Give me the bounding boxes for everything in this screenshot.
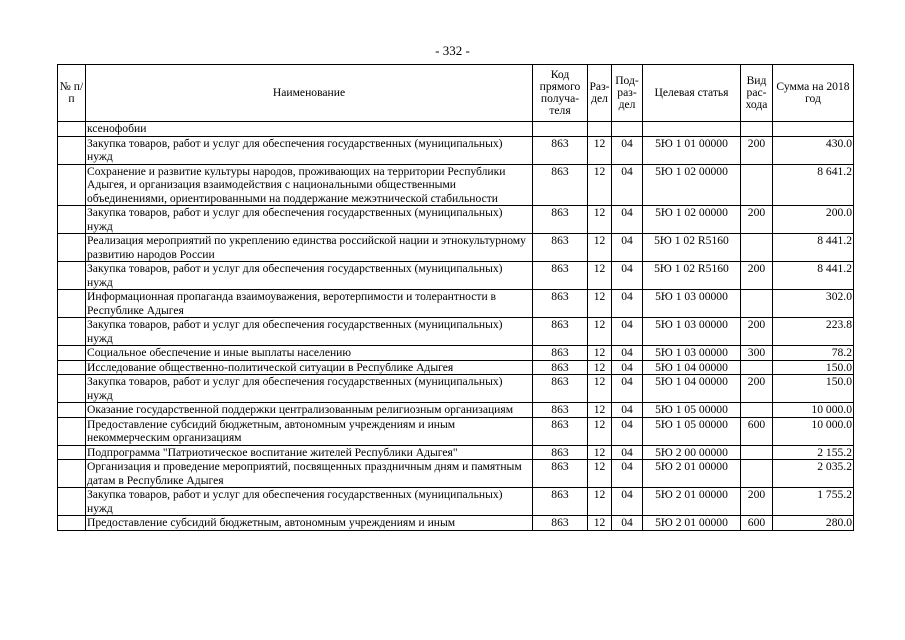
cell-code: 863 xyxy=(533,360,588,375)
cell-num xyxy=(58,488,86,516)
cell-target: 5Ю 1 02 R5160 xyxy=(643,234,741,262)
cell-sum: 302.0 xyxy=(773,290,854,318)
cell-expense-type xyxy=(741,403,773,418)
cell-sum: 78.2 xyxy=(773,346,854,361)
table-row xyxy=(58,488,854,516)
cell-target: 5Ю 1 04 00000 xyxy=(643,375,741,403)
cell-subsection: 04 xyxy=(612,516,643,531)
cell-target: 5Ю 1 02 R5160 xyxy=(643,262,741,290)
cell-target: 5Ю 1 03 00000 xyxy=(643,290,741,318)
cell-name: Сохранение и развитие культуры народов, проживающих на территории Республики Адыгея, и организация взаимодействия с национальными общественными объединениями, ориентированными на поддержание межэтнической стабильности xyxy=(86,164,533,206)
table-header-row xyxy=(58,65,854,122)
cell-section: 12 xyxy=(588,164,612,206)
cell-num xyxy=(58,375,86,403)
cell-num xyxy=(58,136,86,164)
cell-name: Предоставление субсидий бюджетным, автономным учреждениям и иным xyxy=(86,516,533,531)
cell-target xyxy=(643,122,741,137)
table-row xyxy=(58,318,854,346)
cell-expense-type xyxy=(741,360,773,375)
table-row xyxy=(58,136,854,164)
cell-code: 863 xyxy=(533,488,588,516)
cell-section: 12 xyxy=(588,360,612,375)
cell-section: 12 xyxy=(588,403,612,418)
cell-code: 863 xyxy=(533,516,588,531)
cell-subsection: 04 xyxy=(612,403,643,418)
table-body xyxy=(58,122,854,531)
table-row xyxy=(58,234,854,262)
cell-target: 5Ю 1 01 00000 xyxy=(643,136,741,164)
cell-section: 12 xyxy=(588,445,612,460)
cell-section: 12 xyxy=(588,262,612,290)
cell-section: 12 xyxy=(588,488,612,516)
table-row xyxy=(58,206,854,234)
cell-expense-type: 200 xyxy=(741,318,773,346)
header-name: Наименование xyxy=(86,65,533,122)
cell-target: 5Ю 1 03 00000 xyxy=(643,318,741,346)
cell-expense-type: 200 xyxy=(741,375,773,403)
cell-name: Закупка товаров, работ и услуг для обеспечения государственных (муниципальных) нужд xyxy=(86,206,533,234)
cell-subsection: 04 xyxy=(612,206,643,234)
header-expense-type: Вид рас-хода xyxy=(741,65,773,122)
cell-subsection: 04 xyxy=(612,164,643,206)
cell-section: 12 xyxy=(588,234,612,262)
cell-section: 12 xyxy=(588,346,612,361)
budget-table xyxy=(57,64,854,531)
cell-section: 12 xyxy=(588,417,612,445)
cell-expense-type: 200 xyxy=(741,262,773,290)
cell-sum: 8 441.2 xyxy=(773,234,854,262)
cell-subsection: 04 xyxy=(612,488,643,516)
cell-sum: 430.0 xyxy=(773,136,854,164)
cell-code: 863 xyxy=(533,206,588,234)
header-subsection: Под-раз-дел xyxy=(612,65,643,122)
cell-sum: 2 035.2 xyxy=(773,460,854,488)
cell-target: 5Ю 2 01 00000 xyxy=(643,460,741,488)
cell-expense-type xyxy=(741,122,773,137)
cell-expense-type xyxy=(741,290,773,318)
cell-name: Закупка товаров, работ и услуг для обеспечения государственных (муниципальных) нужд xyxy=(86,136,533,164)
cell-name: Исследование общественно-политической ситуации в Республике Адыгея xyxy=(86,360,533,375)
cell-target: 5Ю 2 00 00000 xyxy=(643,445,741,460)
cell-subsection: 04 xyxy=(612,136,643,164)
cell-expense-type: 200 xyxy=(741,206,773,234)
cell-num xyxy=(58,122,86,137)
cell-num xyxy=(58,445,86,460)
cell-section: 12 xyxy=(588,206,612,234)
cell-num xyxy=(58,417,86,445)
table-row xyxy=(58,346,854,361)
cell-subsection: 04 xyxy=(612,417,643,445)
cell-name: Организация и проведение мероприятий, посвященных праздничным дням и памятным датам в Республике Адыгея xyxy=(86,460,533,488)
cell-subsection: 04 xyxy=(612,375,643,403)
cell-code: 863 xyxy=(533,234,588,262)
cell-subsection: 04 xyxy=(612,445,643,460)
header-num: № п/п xyxy=(58,65,86,122)
cell-name: Закупка товаров, работ и услуг для обеспечения государственных (муниципальных) нужд xyxy=(86,488,533,516)
cell-section: 12 xyxy=(588,375,612,403)
header-target: Целевая статья xyxy=(643,65,741,122)
cell-num xyxy=(58,262,86,290)
cell-code: 863 xyxy=(533,318,588,346)
cell-target: 5Ю 1 05 00000 xyxy=(643,417,741,445)
header-sum: Сумма на 2018 год xyxy=(773,65,854,122)
cell-expense-type xyxy=(741,164,773,206)
cell-sum: 1 755.2 xyxy=(773,488,854,516)
cell-section: 12 xyxy=(588,516,612,531)
cell-num xyxy=(58,403,86,418)
cell-num xyxy=(58,516,86,531)
table-row xyxy=(58,360,854,375)
cell-subsection xyxy=(612,122,643,137)
table-row xyxy=(58,460,854,488)
cell-code: 863 xyxy=(533,290,588,318)
cell-name: ксенофобии xyxy=(86,122,533,137)
cell-code xyxy=(533,122,588,137)
cell-name: Закупка товаров, работ и услуг для обеспечения государственных (муниципальных) нужд xyxy=(86,375,533,403)
cell-subsection: 04 xyxy=(612,262,643,290)
cell-num xyxy=(58,234,86,262)
cell-sum: 2 155.2 xyxy=(773,445,854,460)
cell-section: 12 xyxy=(588,136,612,164)
cell-sum: 150.0 xyxy=(773,360,854,375)
cell-num xyxy=(58,318,86,346)
cell-section: 12 xyxy=(588,318,612,346)
cell-expense-type: 200 xyxy=(741,136,773,164)
cell-target: 5Ю 1 03 00000 xyxy=(643,346,741,361)
cell-expense-type: 600 xyxy=(741,516,773,531)
table-row xyxy=(58,417,854,445)
cell-name: Предоставление субсидий бюджетным, автономным учреждениям и иным некоммерческим организациям xyxy=(86,417,533,445)
table-row xyxy=(58,375,854,403)
cell-section xyxy=(588,122,612,137)
cell-sum: 8 441.2 xyxy=(773,262,854,290)
table-row xyxy=(58,122,854,137)
cell-subsection: 04 xyxy=(612,360,643,375)
cell-sum: 280.0 xyxy=(773,516,854,531)
cell-num xyxy=(58,360,86,375)
cell-target: 5Ю 1 04 00000 xyxy=(643,360,741,375)
cell-num xyxy=(58,290,86,318)
cell-name: Реализация мероприятий по укреплению единства российской нации и этнокультурному развитию народов России xyxy=(86,234,533,262)
header-code: Код прямого получа-теля xyxy=(533,65,588,122)
cell-num xyxy=(58,164,86,206)
cell-sum: 10 000.0 xyxy=(773,403,854,418)
cell-name: Закупка товаров, работ и услуг для обеспечения государственных (муниципальных) нужд xyxy=(86,262,533,290)
table-row xyxy=(58,403,854,418)
cell-target: 5Ю 1 05 00000 xyxy=(643,403,741,418)
cell-subsection: 04 xyxy=(612,234,643,262)
cell-name: Закупка товаров, работ и услуг для обеспечения государственных (муниципальных) нужд xyxy=(86,318,533,346)
cell-num xyxy=(58,206,86,234)
cell-sum: 10 000.0 xyxy=(773,417,854,445)
cell-subsection: 04 xyxy=(612,460,643,488)
cell-section: 12 xyxy=(588,290,612,318)
cell-target: 5Ю 2 01 00000 xyxy=(643,516,741,531)
cell-code: 863 xyxy=(533,375,588,403)
cell-sum: 8 641.2 xyxy=(773,164,854,206)
cell-expense-type: 200 xyxy=(741,488,773,516)
cell-expense-type xyxy=(741,234,773,262)
cell-subsection: 04 xyxy=(612,346,643,361)
page-number: - 332 - xyxy=(435,43,470,58)
table-row xyxy=(58,516,854,531)
cell-target: 5Ю 1 02 00000 xyxy=(643,164,741,206)
cell-subsection: 04 xyxy=(612,290,643,318)
table-row xyxy=(58,164,854,206)
cell-name: Социальное обеспечение и иные выплаты населению xyxy=(86,346,533,361)
cell-code: 863 xyxy=(533,262,588,290)
header-section: Раз-дел xyxy=(588,65,612,122)
cell-code: 863 xyxy=(533,417,588,445)
cell-code: 863 xyxy=(533,346,588,361)
cell-code: 863 xyxy=(533,460,588,488)
cell-target: 5Ю 1 02 00000 xyxy=(643,206,741,234)
cell-name: Информационная пропаганда взаимоуважения, веротерпимости и толерантности в Республике Адыгея xyxy=(86,290,533,318)
table-row xyxy=(58,445,854,460)
cell-expense-type: 300 xyxy=(741,346,773,361)
cell-code: 863 xyxy=(533,136,588,164)
cell-sum xyxy=(773,122,854,137)
cell-subsection: 04 xyxy=(612,318,643,346)
cell-num xyxy=(58,460,86,488)
cell-sum: 223.8 xyxy=(773,318,854,346)
cell-code: 863 xyxy=(533,403,588,418)
cell-code: 863 xyxy=(533,164,588,206)
cell-expense-type: 600 xyxy=(741,417,773,445)
cell-expense-type xyxy=(741,460,773,488)
cell-sum: 200.0 xyxy=(773,206,854,234)
cell-name: Оказание государственной поддержки централизованным религиозным организациям xyxy=(86,403,533,418)
cell-num xyxy=(58,346,86,361)
cell-expense-type xyxy=(741,445,773,460)
table-row xyxy=(58,262,854,290)
table-row xyxy=(58,290,854,318)
cell-name: Подпрограмма "Патриотическое воспитание жителей Республики Адыгея" xyxy=(86,445,533,460)
cell-code: 863 xyxy=(533,445,588,460)
cell-section: 12 xyxy=(588,460,612,488)
cell-sum: 150.0 xyxy=(773,375,854,403)
cell-target: 5Ю 2 01 00000 xyxy=(643,488,741,516)
